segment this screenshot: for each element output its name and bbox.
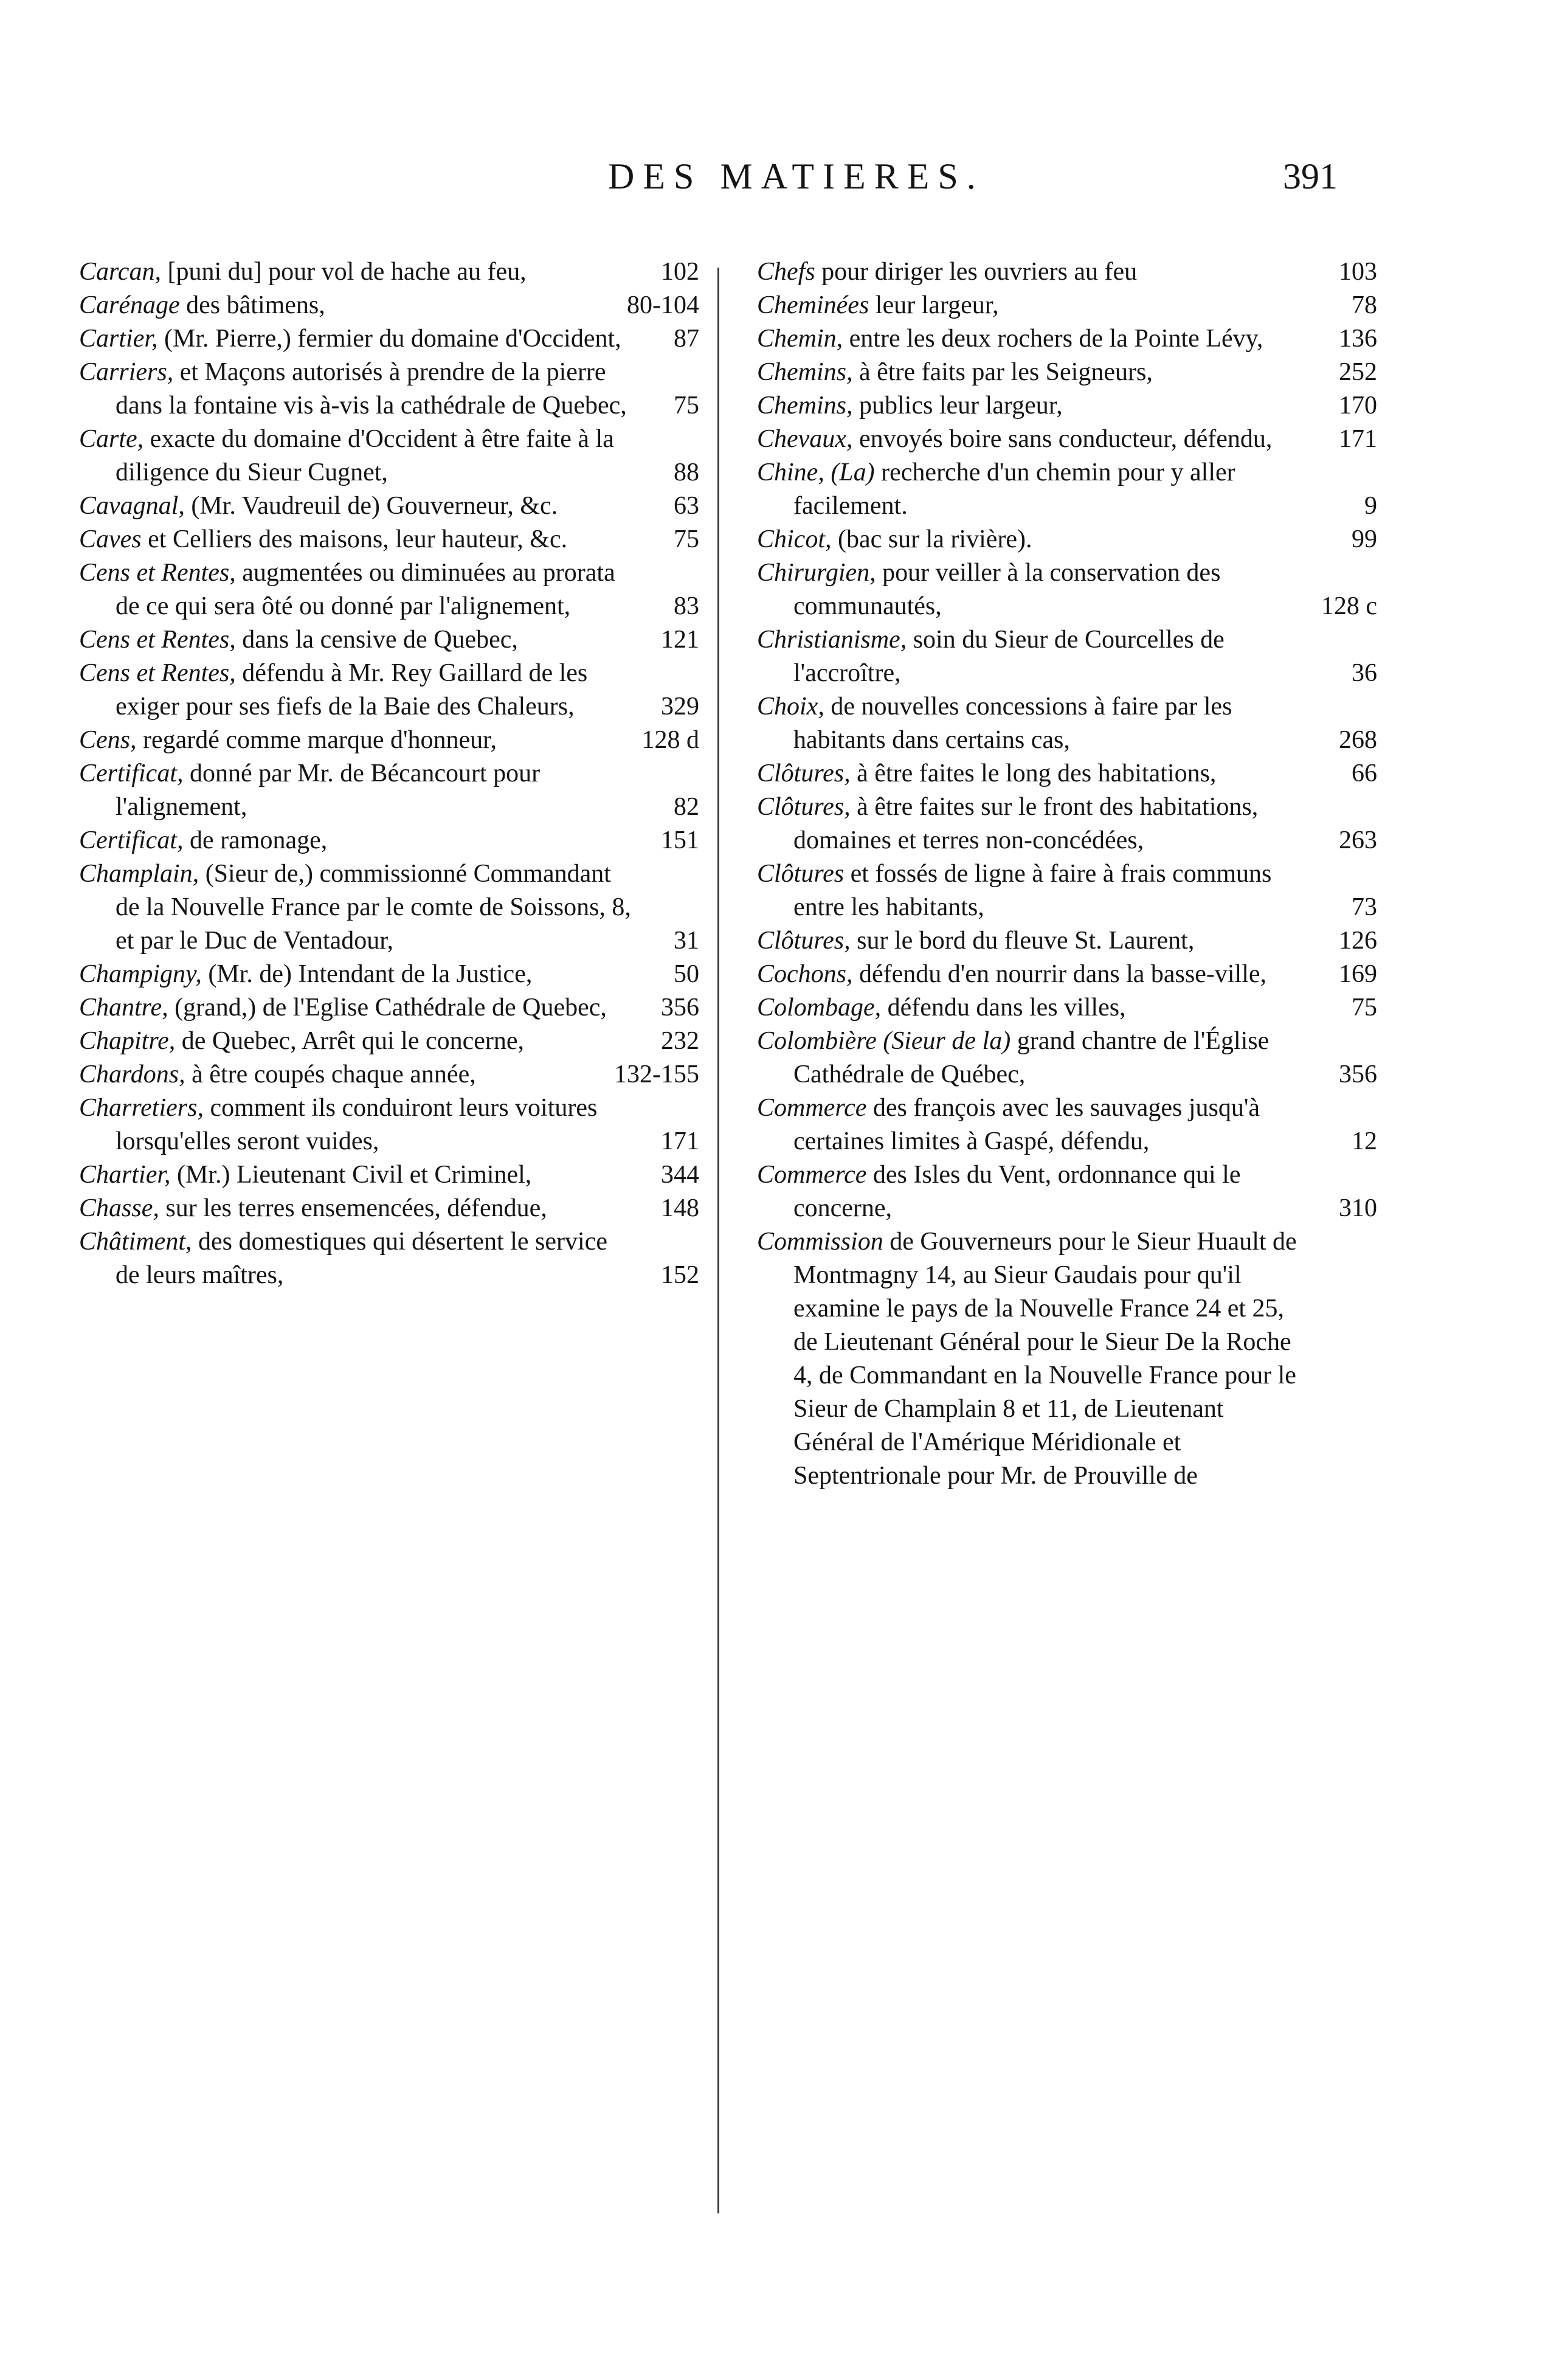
index-entry xyxy=(79,824,699,857)
entry-lead: Chantre, xyxy=(79,994,168,1022)
entry-text: soin du Sieur de Courcelles de l'accroître, xyxy=(793,626,1225,687)
entry-lead: Cheminées xyxy=(757,291,869,319)
index-entry xyxy=(757,523,1377,556)
entry-text: sur le bord du fleuve St. Laurent, xyxy=(850,927,1195,955)
entry-page-ref: 75 xyxy=(674,392,699,420)
index-entry xyxy=(79,1192,699,1225)
entry-page-ref: 169 xyxy=(1339,960,1377,988)
entry-page-ref: 132-155 xyxy=(614,1060,699,1088)
entry-lead: Certificat, xyxy=(79,826,184,854)
entry-page-ref: 128 c xyxy=(1321,592,1377,620)
index-entry xyxy=(79,657,699,724)
entry-page-ref: 171 xyxy=(1339,425,1377,453)
index-entry xyxy=(757,1225,1377,1493)
index-entry xyxy=(79,1025,699,1058)
index-entry xyxy=(757,1158,1377,1225)
entry-text: à être faites sur le front des habitations, domaines et terres non-concédées, xyxy=(793,793,1259,854)
entry-text: à être coupés chaque année, xyxy=(185,1060,476,1088)
index-entry xyxy=(79,623,699,657)
entry-page-ref: 151 xyxy=(661,826,699,854)
entry-page-ref: 50 xyxy=(674,960,699,988)
entry-lead: Clôtures xyxy=(757,860,845,888)
index-entry xyxy=(79,857,699,958)
entry-lead: Commerce xyxy=(757,1161,867,1189)
index-column-left xyxy=(79,255,699,1292)
entry-text: et fossés de ligne à faire à frais communs entre les habitants, xyxy=(793,860,1272,921)
entry-lead: Chemin, xyxy=(757,325,843,353)
index-entry xyxy=(757,556,1377,623)
entry-page-ref: 102 xyxy=(661,258,699,286)
entry-page-ref: 356 xyxy=(661,994,699,1022)
index-entry xyxy=(79,757,699,824)
index-entry xyxy=(757,1025,1377,1091)
entry-lead: Cens et Rentes, xyxy=(79,559,236,587)
entry-page-ref: 232 xyxy=(661,1027,699,1055)
index-entry xyxy=(79,356,699,423)
entry-page-ref: 63 xyxy=(674,492,699,520)
entry-text: (grand,) de l'Eglise Cathédrale de Quebec, xyxy=(168,994,607,1022)
entry-page-ref: 80-104 xyxy=(627,291,699,319)
entry-text: (Mr.) Lieutenant Civil et Criminel, xyxy=(170,1161,532,1189)
entry-text: de Gouverneurs pour le Sieur Huault de Montmagny 14, au Sieur Gaudais pour qu'il examine le pays de la Nouvelle France 24 et 25, de Lieutenant Général pour le Sieur De la Roche 4, de Commandant en la Nouvelle France pour le Sieur de Champlain 8 et 11, de Lieutenant Général de l'Amérique Méridionale et Septentrionale pour Mr. de Prouville de xyxy=(793,1228,1297,1490)
entry-lead: Champigny, xyxy=(79,960,202,988)
entry-page-ref: 136 xyxy=(1339,325,1377,353)
entry-lead: Cochons, xyxy=(757,960,853,988)
index-entry xyxy=(757,690,1377,757)
entry-page-ref: 310 xyxy=(1339,1194,1377,1222)
entry-lead: Charretiers, xyxy=(79,1094,204,1122)
entry-lead: Certificat, xyxy=(79,759,184,787)
entry-text: (Mr. de) Intendant de la Justice, xyxy=(201,960,533,988)
entry-page-ref: 99 xyxy=(1352,525,1377,553)
entry-text: à être faites le long des habitations, xyxy=(850,759,1217,787)
entry-page-ref: 103 xyxy=(1339,258,1377,286)
index-entry xyxy=(757,356,1377,389)
entry-page-ref: 121 xyxy=(661,626,699,654)
entry-page-ref: 344 xyxy=(661,1161,699,1189)
index-entry xyxy=(79,523,699,556)
index-entry xyxy=(79,322,699,356)
entry-text: leur largeur, xyxy=(869,291,999,319)
index-entry xyxy=(79,1058,699,1091)
entry-page-ref: 87 xyxy=(674,325,699,353)
entry-text: donné par Mr. de Bécancourt pour l'alignement, xyxy=(116,759,541,821)
page-number: 391 xyxy=(1283,156,1338,196)
entry-text: et Maçons autorisés à prendre de la pierre dans la fontaine vis à-vis la cathédrale de Quebec, xyxy=(116,358,627,420)
entry-page-ref: 171 xyxy=(661,1127,699,1155)
running-title: DES MATIERES. xyxy=(608,156,984,196)
entry-page-ref: 268 xyxy=(1339,726,1377,754)
entry-text: grand chantre de l'Église Cathédrale de Québec, xyxy=(793,1027,1270,1088)
index-entry xyxy=(757,958,1377,991)
entry-lead: Chapitre, xyxy=(79,1027,176,1055)
entry-text: augmentées ou diminuées au prorata de ce qui sera ôté ou donné par l'alignement, xyxy=(116,559,615,620)
entry-text: pour diriger les ouvriers au feu xyxy=(815,258,1138,286)
entry-lead: Clôtures, xyxy=(757,759,851,787)
entry-page-ref: 329 xyxy=(661,693,699,721)
entry-page-ref: 82 xyxy=(674,793,699,821)
entry-lead: Chevaux, xyxy=(757,425,853,453)
entry-lead: Caves xyxy=(79,525,142,553)
entry-text: des Isles du Vent, ordonnance qui le concerne, xyxy=(793,1161,1241,1222)
index-entry xyxy=(757,255,1377,289)
entry-page-ref: 128 d xyxy=(641,726,699,754)
index-entry xyxy=(757,790,1377,857)
entry-page-ref: 78 xyxy=(1352,291,1377,319)
entry-page-ref: 263 xyxy=(1339,826,1377,854)
entry-lead: Chirurgien, xyxy=(757,559,876,587)
entry-lead: Chine, (La) xyxy=(757,458,875,486)
index-entry xyxy=(79,958,699,991)
index-entry xyxy=(757,991,1377,1025)
entry-lead: Chefs xyxy=(757,258,815,286)
entry-text: des domestiques qui désertent le service de leurs maîtres, xyxy=(116,1228,607,1289)
index-entry xyxy=(757,924,1377,958)
entry-text: (Sieur de,) commissionné Commandant de la Nouvelle France par le comte de Soissons, 8, et par le Duc de Ventadour, xyxy=(116,860,631,955)
entry-text: défendu d'en nourrir dans la basse-ville, xyxy=(852,960,1267,988)
entry-text: à être faits par les Seigneurs, xyxy=(852,358,1153,386)
entry-lead: Carcan, xyxy=(79,258,161,286)
entry-text: envoyés boire sans conducteur, défendu, xyxy=(852,425,1273,453)
index-entry xyxy=(79,1158,699,1192)
entry-lead: Chartier, xyxy=(79,1161,171,1189)
entry-text: regardé comme marque d'honneur, xyxy=(136,726,497,754)
entry-lead: Carriers, xyxy=(79,358,174,386)
entry-lead: Champlain, xyxy=(79,860,199,888)
index-entry xyxy=(79,489,699,523)
entry-text: des bâtimens, xyxy=(179,291,325,319)
entry-text: [puni du] pour vol de hache au feu, xyxy=(161,258,527,286)
entry-text: sur les terres ensemencées, défendue, xyxy=(159,1194,547,1222)
entry-page-ref: 88 xyxy=(674,458,699,486)
index-entry xyxy=(79,724,699,757)
entry-text: de ramonage, xyxy=(183,826,328,854)
entry-lead: Chardons, xyxy=(79,1060,185,1088)
entry-text: de Quebec, Arrêt qui le concerne, xyxy=(175,1027,525,1055)
index-entry xyxy=(79,991,699,1025)
entry-page-ref: 170 xyxy=(1339,392,1377,420)
entry-lead: Châtiment, xyxy=(79,1228,192,1256)
index-entry xyxy=(79,423,699,489)
index-entry xyxy=(79,1091,699,1158)
entry-text: des françois avec les sauvages jusqu'à certaines limites à Gaspé, défendu, xyxy=(793,1094,1260,1155)
entry-text: exacte du domaine d'Occident à être faite à la diligence du Sieur Cugnet, xyxy=(116,425,614,486)
entry-page-ref: 31 xyxy=(674,927,699,955)
entry-lead: Cartier, xyxy=(79,325,158,353)
entry-page-ref: 9 xyxy=(1364,492,1377,520)
entry-lead: Clôtures, xyxy=(757,793,851,821)
entry-page-ref: 356 xyxy=(1339,1060,1377,1088)
entry-text: dans la censive de Quebec, xyxy=(235,626,518,654)
entry-text: (bac sur la rivière). xyxy=(831,525,1032,553)
entry-page-ref: 75 xyxy=(674,525,699,553)
entry-lead: Carte, xyxy=(79,425,144,453)
entry-page-ref: 66 xyxy=(1352,759,1377,787)
entry-lead: Colombage, xyxy=(757,994,882,1022)
entry-lead: Colombière (Sieur de la) xyxy=(757,1027,1011,1055)
entry-page-ref: 75 xyxy=(1352,994,1377,1022)
index-entry xyxy=(79,255,699,289)
entry-text: publics leur largeur, xyxy=(852,392,1063,420)
entry-lead: Chemins, xyxy=(757,392,853,420)
entry-text: entre les deux rochers de la Pointe Lévy, xyxy=(843,325,1263,353)
entry-page-ref: 73 xyxy=(1352,893,1377,921)
index-entry xyxy=(757,456,1377,523)
entry-lead: Clôtures, xyxy=(757,927,851,955)
entry-text: (Mr. Pierre,) fermier du domaine d'Occident, xyxy=(157,325,621,353)
entry-text: de nouvelles concessions à faire par les habitants dans certains cas, xyxy=(793,693,1232,754)
entry-page-ref: 152 xyxy=(661,1261,699,1289)
column-divider xyxy=(717,268,719,2213)
index-entry xyxy=(757,289,1377,322)
entry-page-ref: 83 xyxy=(674,592,699,620)
entry-page-ref: 126 xyxy=(1339,927,1377,955)
entry-lead: Carénage xyxy=(79,291,180,319)
index-entry xyxy=(79,289,699,322)
index-entry xyxy=(79,556,699,623)
index-entry xyxy=(757,322,1377,356)
entry-lead: Cavagnal, xyxy=(79,492,185,520)
index-column-right xyxy=(757,255,1377,1493)
running-head xyxy=(0,152,1565,201)
entry-text: défendu à Mr. Rey Gaillard de les exiger pour ses fiefs de la Baie des Chaleurs, xyxy=(116,659,588,721)
entry-lead: Christianisme, xyxy=(757,626,907,654)
index-entry xyxy=(757,857,1377,924)
entry-page-ref: 252 xyxy=(1339,358,1377,386)
index-entry xyxy=(757,389,1377,423)
entry-text: pour veiller à la conservation des communautés, xyxy=(793,559,1221,620)
index-entry xyxy=(79,1225,699,1292)
entry-lead: Chemins, xyxy=(757,358,853,386)
entry-lead: Commerce xyxy=(757,1094,867,1122)
entry-text: et Celliers des maisons, leur hauteur, &c. xyxy=(141,525,568,553)
entry-lead: Cens et Rentes, xyxy=(79,626,236,654)
entry-lead: Chicot, xyxy=(757,525,832,553)
entry-lead: Chasse, xyxy=(79,1194,159,1222)
entry-lead: Cens, xyxy=(79,726,137,754)
entry-text: comment ils conduiront leurs voitures lorsqu'elles seront vuides, xyxy=(116,1094,598,1155)
entry-lead: Cens et Rentes, xyxy=(79,659,236,687)
entry-lead: Commission xyxy=(757,1228,883,1256)
entry-text: défendu dans les villes, xyxy=(881,994,1126,1022)
entry-text: (Mr. Vaudreuil de) Gouverneur, &c. xyxy=(184,492,558,520)
entry-page-ref: 148 xyxy=(661,1194,699,1222)
entry-lead: Choix, xyxy=(757,693,824,721)
index-entry xyxy=(757,423,1377,456)
index-entry xyxy=(757,623,1377,690)
entry-page-ref: 36 xyxy=(1352,659,1377,687)
entry-text: recherche d'un chemin pour y aller facilement. xyxy=(793,458,1235,520)
entry-page-ref: 12 xyxy=(1352,1127,1377,1155)
index-entry xyxy=(757,1091,1377,1158)
index-entry xyxy=(757,757,1377,790)
